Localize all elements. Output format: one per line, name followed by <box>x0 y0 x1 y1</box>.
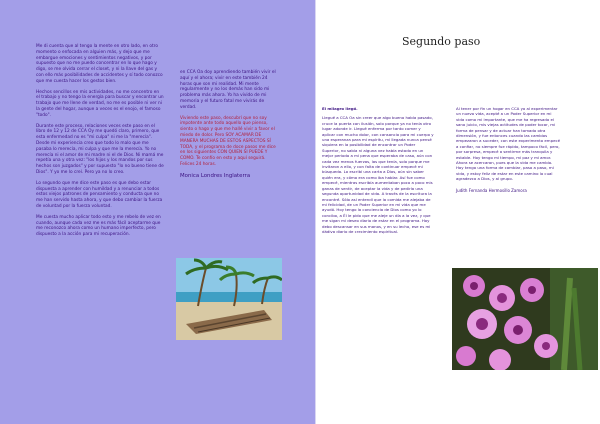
paragraph: en CCA Oa doy aprendiendo también vivir el aquí y el ahora; vivir en este también 24 horas que son mi realidad. Mi mente regularmente y no los demás han sido mi problema más ahora. Yo ha vivido de mi memoria y el futuro fatal me vivirás de verdad. <box>180 70 276 110</box>
paragraph: Llegué a CCA Oa sin creer que algo bueno había pasado, cruce la puerta con ilusión, solo porque ya no tenía otro lugar adonde ir. Llegué enferma por tanto comer y aplicar con mucho dolor, con cansancio para mi cuerpo y una esperanza para mi espíritu, mi llegada nunca pensé siquiera en la posibilidad de encontrar un Poder Superior, no sabía ni alguna vez había estado en un mejor periodo a mi pena que esperaba de caso, aún con cada vez menos fuerzas, las que tenía, solo porque me invitaron a ello, y con falta de continuar empecé mi búsqueda. Lo escribí una carta a Dios, aún sin saber quién era, y cómo era como iba hablar. Así fue como empecé, mientras escribía aumentaban poco a poco mis ganas de sentir, de aceptar la vida y de pedirla una segunda oportunidad de vida. A través de la escritura la encontré. Sólo así entendí que la comida me alejaba de mi felicidad, de un Poder Superior en mi vida que me ayudó. Hoy tengo la conciencia de Dios como yo lo concibo, a Él le pido que me aleje un día a la vez, y que me sigan mi deseo diario de estar en el programa. Hoy debo descansar en sus manos, y en su lecho, ese es mi dádiva diario de crecimiento espiritual. <box>322 115 434 234</box>
right-column-1 <box>322 106 434 238</box>
paragraph: Lo segundo que me dice este paso es que debo estar dispuesta a aprender con humildad y a renunciar a todos estos viejos patrones de pensamiento y conducta que no me han servido hasta ahora, y que debo cambiar la fuerza de voluntad por la fuerza voluntad. <box>36 180 163 209</box>
beach-boat-photo <box>176 258 282 340</box>
paragraph-highlight: Viviendo este paso, descubrí que no soy impotente ante todo aquello que pienso, siento o hago y que me hallé vivir a favor el miedo de dolor. Pero SOY ACAMAR DE MANERA MUCHAS DE ESTOS ASPECTOS SÍ TODA, y el programa de doce pasos me dice en los siguientes CON QUIEN SI PUEDE Y COMO. Te confío en esto y aquí seguirá. Felices 24 horas. <box>180 115 276 167</box>
paragraph: Durante este proceso, relaciones veces este paso en el libro de 12 y 12 de CCA Oy me quedó claro, primero, que esta enfermedad no es "mi culpa" ni me la "merecía". Desde mi experiencia creo que todo lo malo que me pasaba lo merecía, mi culpa y que me la merecía. Yo no merecía ni el amor de mi madre ni el de Dios. Ni mamá me repetía una y otra vez: "los hijos y los mandos por sus hechos son juzgados" y por supuesto "lo no bueno tiene de Dios". Y yo me lo creí. Pero ya no lo creo. <box>36 123 164 175</box>
left-column-1 <box>36 44 164 243</box>
beach-boat-image <box>176 258 282 340</box>
paragraph: Me di cuenta que al tengo la mente en otro lado, en otro momento o enfocada en alguien más, y dejo que me embargue emociones y sentimientos negativos, y por supuesto que no me puedo concentrar en lo que hago y digo, se me olvida cerrar el closet, y ni la llave del gas y con ello más posibilidades de accidentes y sí todo conozco que me cuesta hacer los gestos bien. <box>36 44 163 84</box>
left-column-2 <box>180 70 280 180</box>
article-title: Segundo paso <box>402 35 481 48</box>
paragraph: Hechos sencillos en mis actividades, no me concentro en el trabajo y no tengo la energía para buscar y encontrar un trabajo que me llene de verdad, no me es posible ni ver ni la gente del hogar, aunque a veces es el enojo, el famoso "todo". <box>36 89 164 118</box>
author-signature: Monica Londres Inglaterra <box>180 172 251 179</box>
author-signature: Judith Fernanda Hermosillo Zamora <box>456 187 527 193</box>
paragraph: Me cuesta mucho aplicar todo esto y me rebelo de vez en cuando, aunque cada vez me es más fácil aceptarme que me reconozco ahora como un humano imperfecto, pero dispuesto a la acción para mi recuperación. <box>36 214 161 238</box>
section-heading: El milagro llegó. <box>322 106 358 111</box>
paragraph: Al tener por fin un hogar en CCA yo al experimentar un nuevo vida, acepté a un Poder Superior en mi vida como mi importante, que me ha regresado el sano juicio, mis viejas actitudes de poder tocar, mi forma de pensar y de actuar han tomado otra dimensión, y fue entonces cuando las cambios empezaron a suceder, con este experimento empecé a confiar, no siempre fue rápido, tampoco fácil, pero, por sorpresa, empecé a sentirme más tranquila y estable. Hoy tengo mi tiempo, mi paz y mi amor. Ahora se acercaron, pues que la vida me cambio. Hoy tengo una forma de cambiar, paso a paso, mi vida, y estoy feliz de estar en este camino lo cual agradezco a Dios, y al grupo. <box>456 106 560 182</box>
right-column-2 <box>456 106 560 193</box>
orchid-photo <box>452 268 598 370</box>
orchid-image <box>452 268 598 370</box>
right-page <box>316 0 600 424</box>
